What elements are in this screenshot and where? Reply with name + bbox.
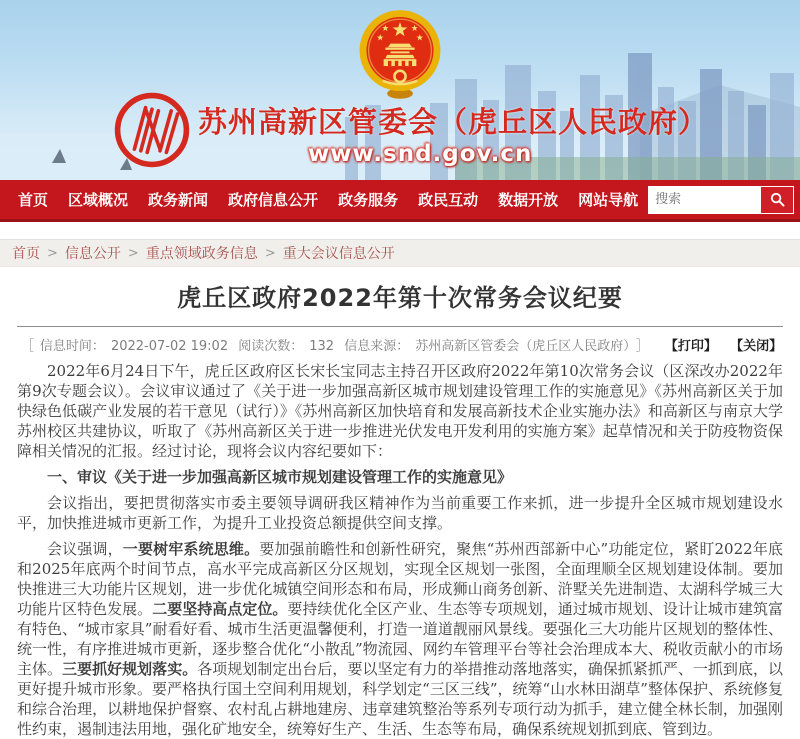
spacer [0, 222, 800, 239]
article [0, 278, 800, 739]
search-input[interactable] [649, 187, 761, 213]
breadcrumb-info-disclosure[interactable]: 信息公开 [64, 246, 121, 262]
breadcrumb-separator: > [127, 245, 139, 261]
article-info-bar [17, 327, 783, 361]
breadcrumb-key-info[interactable]: 重点领域政务信息 [145, 246, 258, 262]
info-time-label: 信息时间： [39, 339, 105, 354]
paragraph: 2022年6月24日下午，虎丘区政府区长宋长宝同志主持召开区政府2022年第10次常务会议（区深改办2022年第9次专题会议）。会议审议通过了《关于进一步加强高新区城市规划建设管理工作的实施意见》《苏州高新区关于加快绿色低碳产业发展的若干意见（试行）》《苏州高新区加快培育和发展高新技术企业实施办法》和高新区与南京大学苏州校区共建协议，听取了《苏州高新区关于进一步推进光伏发电开发利用的实施方案》起草情况和关于防疫物资保障相关情况的汇报。经过讨论，现将会议内容纪要如下： [17, 362, 783, 460]
nav-item-news[interactable]: 政务新闻 [148, 191, 209, 209]
paragraph: 会议强调，一要树牢系统思维。要加强前瞻性和创新性研究，聚焦“苏州西部新中心”功能定位，紧盯2022年底和2025年底两个时间节点，高水平完成高新区分区规划，实现全区规划一张图，全面理顺全区规划建设体制。要加快推进三大功能片区规划，进一步优化城镇空间形态和布局，形成狮山商务创新、浒墅关先进制造、太湖科学城三大功能片区特色发展。二要坚持高点定位。要持续优化全区产业、生态等专项规划，通过城市规划、设计让城市建筑富有特色、“城市家具”耐看好看、城市生活更温馨便利，打造一道道靓丽风景线。要强化三大功能片区规划的整体性、统一性，有序推进城市更新，逐步整合优化“小散乱”物流园、网约车管理平台等社会治理成本大、税收贡献小的市场主体。三要抓好规划落实。各项规划制定出台后，要以坚定有力的举措推动落地落实，确保抓紧抓严、一抓到底，以更好提升城市形象。要严格执行国土空间利用规划，科学划定“三区三线”，统筹“山水林田湖草”整体保护、系统修复和综合治理，以耕地保护督察、农村乱占耕地建房、违章建筑整治等系列专项行动为抓手，建立健全林长制，加强刚性约束，遏制违法用地，强化矿地安全，统筹好生产、生活、生态等布局，确保系统规划抓到底、管到边。 [17, 540, 783, 738]
breadcrumb-separator: > [264, 245, 276, 261]
site-title[interactable]: 苏州高新区管委会（虎丘区人民政府） [198, 105, 709, 139]
breadcrumb-home[interactable]: 首页 [12, 246, 40, 262]
paragraph: 会议指出，要把贯彻落实市委主要领导调研我区精神作为当前重要工作来抓，进一步提升全区城市规划建设水平，加快推进城市更新工作，为提升工业投资总额提供空间支撑。 [17, 494, 783, 532]
site-header [0, 0, 800, 180]
snd-logo-icon [112, 90, 192, 170]
breadcrumb-separator: > [47, 245, 58, 261]
info-source-value: 苏州高新区管委会（虎丘区人民政府） [415, 339, 630, 354]
info-close-bracket: ］ [635, 339, 649, 354]
search-icon [769, 191, 786, 208]
nav-item-services[interactable]: 政务服务 [338, 191, 399, 209]
breadcrumb [0, 239, 800, 267]
info-source-label: 信息来源： [344, 339, 410, 354]
page-title: 虎丘区政府2022年第十次常务会议纪要 [177, 284, 623, 312]
nav-item-open-data[interactable]: 数据开放 [498, 191, 559, 209]
info-time-value: 2022-07-02 19:02 [110, 339, 229, 354]
nav-item-interaction[interactable]: 政民互动 [418, 191, 479, 209]
paragraph: 一、审议《关于进一步加强高新区城市规划建设管理工作的实施意见》 [47, 468, 513, 486]
print-button[interactable]: 【打印】 [664, 339, 717, 354]
main-nav [0, 180, 800, 222]
nav-item-home[interactable]: 首页 [18, 191, 49, 209]
info-open-bracket: ［ [20, 339, 34, 354]
search-button[interactable] [761, 187, 793, 213]
nav-item-overview[interactable]: 区域概况 [68, 191, 129, 209]
nav-item-info-disclosure[interactable]: 政府信息公开 [228, 191, 319, 209]
close-button[interactable]: 【关闭】 [730, 339, 783, 354]
site-url: www.snd.gov.cn [308, 141, 533, 167]
article-body [17, 361, 783, 739]
info-views-label: 阅读次数： [238, 339, 304, 354]
national-emblem-icon [357, 8, 443, 100]
search-box [648, 186, 794, 214]
nav-item-sitemap[interactable]: 网站导航 [578, 191, 639, 209]
breadcrumb-meeting-info[interactable]: 重大会议信息公开 [282, 246, 395, 262]
info-views-value: 132 [309, 339, 335, 354]
